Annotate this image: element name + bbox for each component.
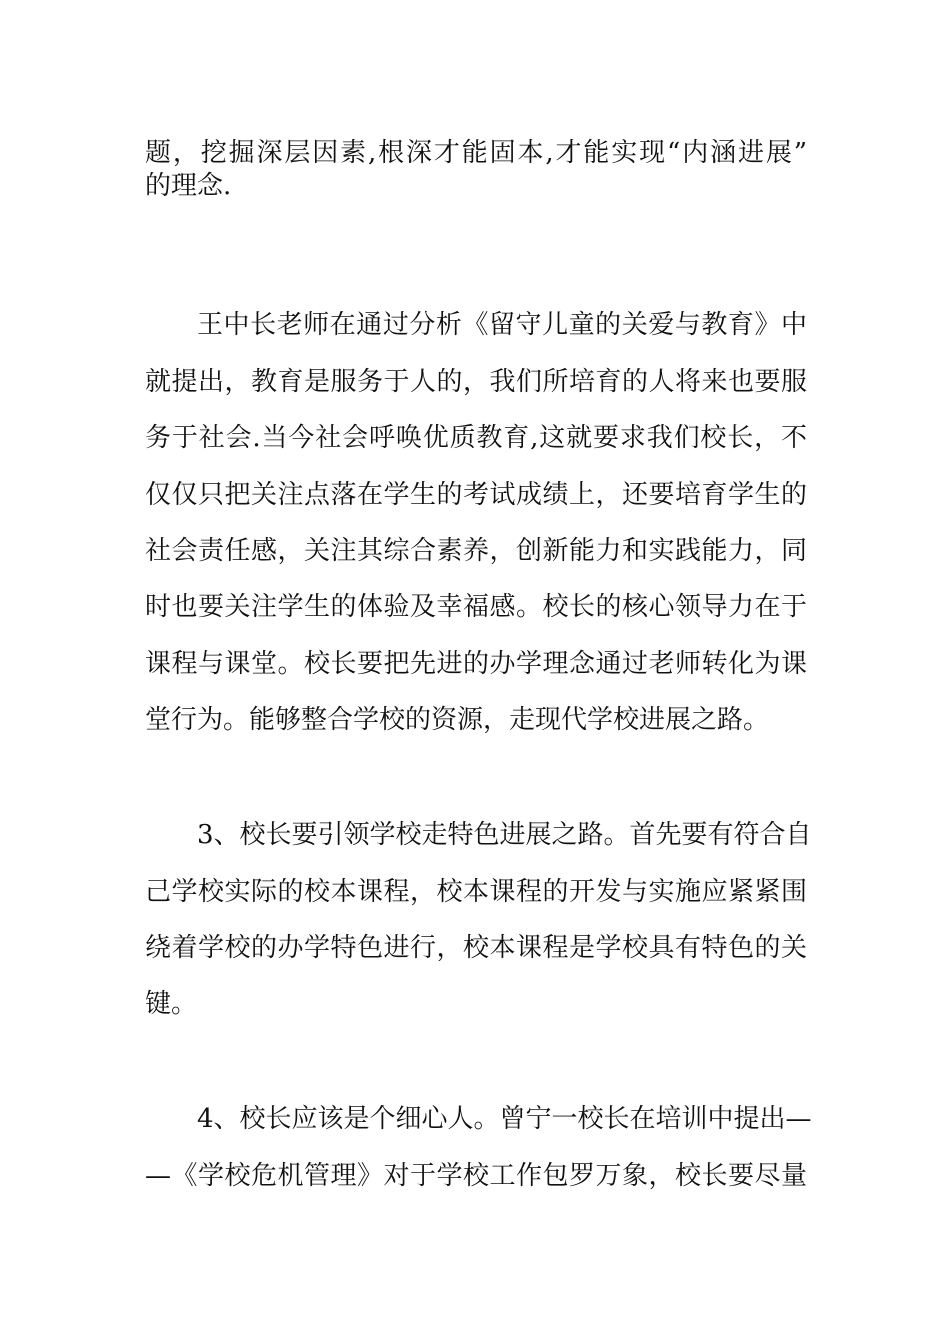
text-line: 堂行为。能够整合学校的资源，走现代学校进展之路。 [145,705,770,735]
text-line: 课程与课堂。校长要把先进的办学理念通过老师转化为课 [145,649,807,679]
text-line: 务于社会.当今社会呼唤优质教育,这就要求我们校长，不 [145,423,807,453]
text-line: 4、校长应该是个细心人。曾宁一校长在培训中提出— [197,1104,812,1134]
text-line: 3、校长要引领学校走特色进展之路。首先要有符合自 [197,820,812,850]
text-line: 键。 [145,989,198,1019]
text-line: 绕着学校的办学特色进行，校本课程是学校具有特色的关 [145,933,807,963]
text-line: 仅仅只把关注点落在学生的考试成绩上，还要培育学生的 [145,480,807,510]
text-line: 就提出，教育是服务于人的，我们所培育的人将来也要服 [145,367,807,397]
text-line: 时也要关注学生的体验及幸福感。校长的核心领导力在于 [145,592,807,622]
text-line: 社会责任感，关注其综合素养，创新能力和实践能力，同 [145,536,807,566]
text-line: 己学校实际的校本课程，校本课程的开发与实施应紧紧围 [145,877,807,907]
text-line: —《学校危机管理》对于学校工作包罗万象，校长要尽量 [145,1161,807,1191]
text-line: 的理念. [145,171,232,201]
text-line: 王中长老师在通过分析《留守儿童的关爱与教育》中 [197,310,807,340]
text-line: 题，挖掘深层因素,根深才能固本,才能实现“内涵进展” [145,138,807,168]
